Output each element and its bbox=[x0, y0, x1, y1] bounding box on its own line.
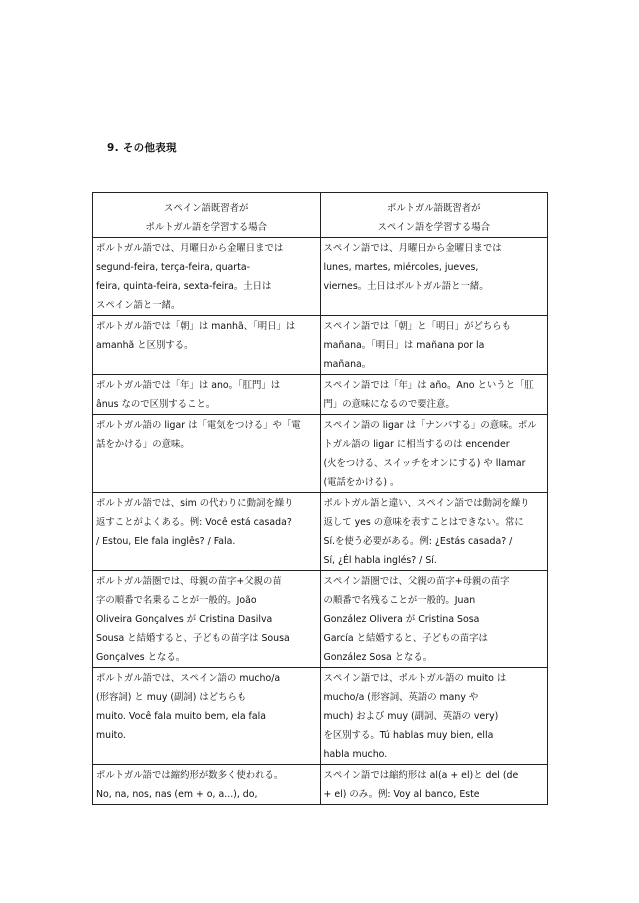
table-row bbox=[93, 238, 548, 316]
cell-line: Sousa と結婚すると、子どもの苗字は Sousa bbox=[96, 633, 290, 644]
cell-line: 返すことがよくある。例: Você está casada? bbox=[96, 517, 292, 528]
cell-line: lunes, martes, miércoles, jueves, bbox=[323, 262, 479, 273]
cell-line: segund-feira, terça-feira, quarta- bbox=[96, 262, 250, 273]
cell-line: ポルトガル語と違い、スペイン語では動詞を繰り bbox=[323, 498, 530, 509]
cell-spanish-note bbox=[320, 493, 548, 571]
cell-spanish-note bbox=[320, 375, 548, 415]
cell-line: 字の順番で名乗ることが一般的。João bbox=[96, 595, 257, 606]
section-heading: 9. その他表現 bbox=[107, 142, 177, 154]
comparison-table bbox=[92, 192, 548, 805]
cell-portuguese-note bbox=[93, 316, 321, 375]
table-row bbox=[93, 316, 548, 375]
cell-portuguese-note bbox=[93, 668, 321, 765]
cell-spanish-note bbox=[320, 238, 548, 316]
cell-line: much) および muy (副詞、英語の very) bbox=[323, 711, 499, 722]
header-row bbox=[93, 193, 548, 238]
table-row bbox=[93, 375, 548, 415]
cell-line: スペイン語では「年」は año。Ano というと「肛 bbox=[323, 380, 534, 391]
cell-line: ポルトガル語では縮約形が数多く使われる。 bbox=[96, 770, 284, 781]
cell-portuguese-note bbox=[93, 493, 321, 571]
cell-line: González Olivera が Cristina Sosa bbox=[323, 614, 480, 625]
cell-portuguese-note bbox=[93, 375, 321, 415]
cell-portuguese-note bbox=[93, 415, 321, 493]
cell-line: ポルトガル語では、月曜日から金曜日までは bbox=[96, 243, 284, 254]
cell-line: / Estou, Ele fala inglês? / Fala. bbox=[96, 536, 236, 547]
cell-portuguese-note bbox=[93, 238, 321, 316]
cell-portuguese-note bbox=[93, 571, 321, 668]
cell-line: ポルトガル語では「年」は ano。「肛門」は bbox=[96, 380, 281, 391]
cell-line: スペイン語では、ポルトガル語の muito は bbox=[323, 673, 507, 684]
table-row bbox=[93, 765, 548, 805]
cell-line: ポルトガル語圏では、母親の苗字+父親の苗 bbox=[96, 576, 282, 587]
cell-line: スペイン語では縮約形は al(a + el)と del (de bbox=[323, 770, 519, 781]
cell-line: ânus なので区別すること。 bbox=[96, 399, 216, 410]
cell-line: トガル語の ligar に相当するのは encender bbox=[323, 439, 510, 450]
cell-line: スペイン語と一緒。 bbox=[96, 300, 181, 311]
cell-line: mucho/a (形容詞、英語の many や bbox=[323, 692, 479, 703]
cell-line: amanhã と区別する。 bbox=[96, 340, 194, 351]
cell-line: ポルトガル語の ligar は「電気をつける」や「電 bbox=[96, 420, 301, 431]
table-body bbox=[93, 238, 548, 805]
header-line: ポルトガル語を学習する場合 bbox=[145, 222, 268, 233]
cell-spanish-note bbox=[320, 571, 548, 668]
cell-line: ポルトガル語では、sim の代わりに動詞を繰り bbox=[96, 498, 294, 509]
cell-spanish-note bbox=[320, 668, 548, 765]
cell-line: feira, quinta-feira, sexta-feira。土日は bbox=[96, 281, 272, 292]
cell-line: mañana。「明日」は mañana por la bbox=[323, 340, 485, 351]
cell-line: スペイン語の ligar は「ナンパする」の意味。ポル bbox=[323, 420, 537, 431]
cell-line: 話をかける」の意味。 bbox=[96, 439, 190, 450]
cell-line: viernes。土日はポルトガル語と一緒。 bbox=[323, 281, 489, 292]
cell-line: を区別する。Tú hablas muy bien, ella bbox=[323, 730, 494, 741]
cell-spanish-note bbox=[320, 415, 548, 493]
cell-line: Sí, ¿Él habla inglés? / Sí. bbox=[323, 555, 437, 566]
cell-line: 門」の意味になるので要注意。 bbox=[323, 399, 455, 410]
cell-line: (電話をかける) 。 bbox=[323, 477, 400, 488]
header-line: ポルトガル語既習者が bbox=[387, 203, 481, 214]
table-row bbox=[93, 571, 548, 668]
cell-line: スペイン語では、月曜日から金曜日までは bbox=[323, 243, 502, 254]
table-row bbox=[93, 415, 548, 493]
cell-line: の順番で名残ることが一般的。Juan bbox=[323, 595, 476, 606]
cell-line: Sí.を使う必要がある。例: ¿Estás casada? / bbox=[323, 536, 513, 547]
cell-line: muito. Você fala muito bem, ela fala bbox=[96, 711, 266, 722]
cell-line: 返して yes の意味を表すことはできない。常に bbox=[323, 517, 524, 528]
cell-line: (火をつける、スイッチをオンにする) や llamar bbox=[323, 458, 526, 469]
cell-line: García と結婚すると、子どもの苗字は bbox=[323, 633, 488, 644]
cell-line: (形容詞) と muy (副詞) はどちらも bbox=[96, 692, 247, 703]
header-line: スペイン語既習者が bbox=[164, 203, 249, 214]
cell-line: スペイン語圏では、父親の苗字+母親の苗字 bbox=[323, 576, 510, 587]
cell-line: No, na, nos, nas (em + o, a...), do, bbox=[96, 789, 258, 800]
cell-line: habla mucho. bbox=[323, 749, 388, 760]
cell-spanish-note bbox=[320, 316, 548, 375]
cell-line: González Sosa となる。 bbox=[323, 652, 433, 663]
cell-line: ポルトガル語では「朝」は manhã、「明日」は bbox=[96, 321, 296, 332]
cell-line: スペイン語では「朝」と「明日」がどちらも bbox=[323, 321, 512, 332]
cell-line: Gonçalves となる。 bbox=[96, 652, 186, 663]
table-row bbox=[93, 493, 548, 571]
table-row bbox=[93, 668, 548, 765]
cell-line: + el) のみ。例: Voy al banco, Este bbox=[323, 789, 480, 800]
cell-portuguese-note bbox=[93, 765, 321, 805]
cell-spanish-note bbox=[320, 765, 548, 805]
cell-line: muito. bbox=[96, 730, 126, 741]
cell-line: mañana。 bbox=[323, 359, 372, 370]
header-spanish-learners bbox=[93, 193, 321, 238]
header-portuguese-learners bbox=[320, 193, 548, 238]
header-line: スペイン語を学習する場合 bbox=[377, 222, 490, 233]
cell-line: ポルトガル語では、スペイン語の mucho/a bbox=[96, 673, 281, 684]
cell-line: Oliveira Gonçalves が Cristina Dasilva bbox=[96, 614, 273, 625]
